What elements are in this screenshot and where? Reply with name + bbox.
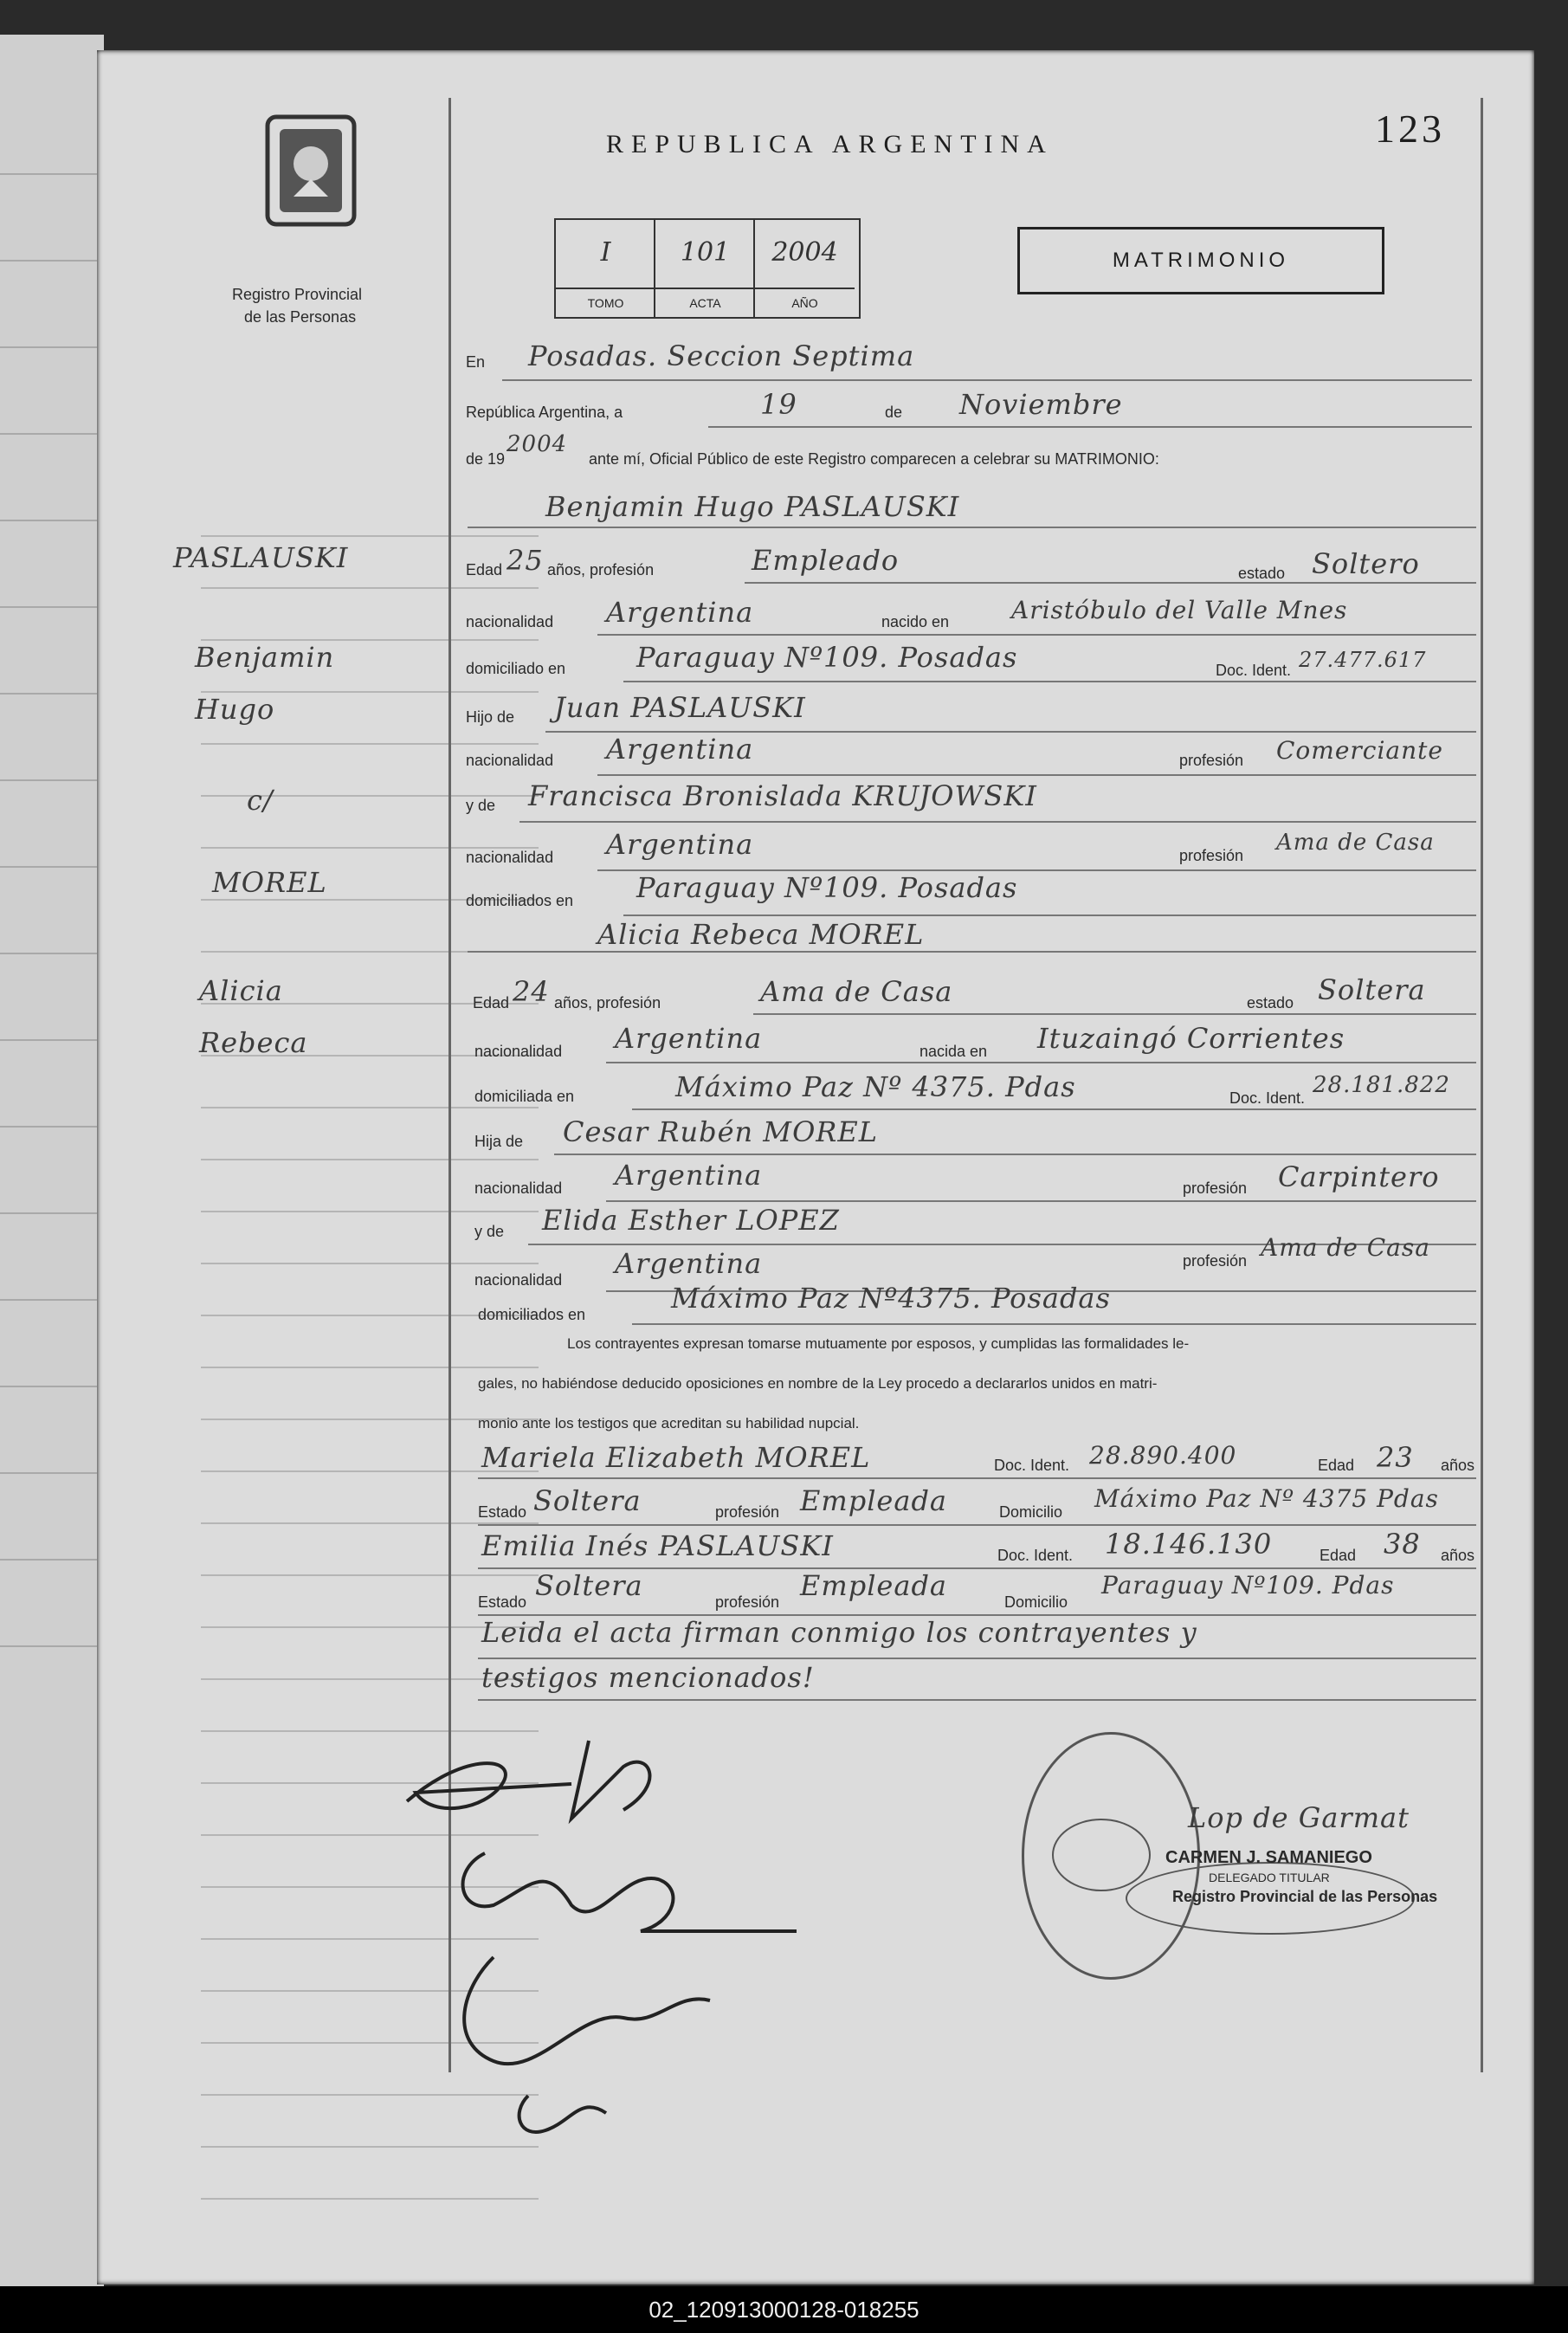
label-edad-w: Edad	[1318, 1457, 1355, 1474]
acta-label: ACTA	[655, 288, 755, 317]
label-estado-w: Estado	[478, 1593, 527, 1611]
registry-name-line1: Registro Provincial	[232, 286, 363, 303]
label-anos-profesion: años, profesión	[554, 994, 661, 1011]
groom-father-profession: Comerciante	[1276, 736, 1443, 765]
label-profesion: profesión	[1183, 1179, 1248, 1197]
label-y-de: y de	[474, 1223, 505, 1240]
body-text-2: gales, no habiéndose deducido oposiciones en nombre de la Ley procedo a declararlos unidos en matri-	[478, 1375, 1158, 1392]
right-border	[1481, 98, 1483, 2072]
year: 2004	[507, 431, 568, 457]
groom-parents-domicile: Paraguay Nº109. Posadas	[636, 871, 1018, 904]
label-domiciliados-en: domiciliados en	[466, 892, 574, 909]
body-text-1: Los contrayentes expresan tomarse mutuamente por esposos, y cumplidas las formalidades le-	[567, 1335, 1190, 1352]
label-nacionalidad: nacionalidad	[474, 1179, 563, 1197]
label-domiciliados-en: domiciliados en	[478, 1306, 586, 1323]
label-anos-profesion: años, profesión	[547, 561, 655, 578]
closing-line2: testigos mencionados!	[481, 1661, 815, 1694]
day: 19	[760, 388, 797, 421]
label-domiciliado-en: domiciliado en	[466, 660, 566, 677]
label-y-de: y de	[466, 797, 496, 814]
seal-emblem-icon	[1052, 1819, 1151, 1891]
document-type-box	[1017, 227, 1384, 294]
acta-value: 101	[680, 237, 731, 268]
bride-father-profession: Carpintero	[1278, 1160, 1440, 1193]
witness1-age: 23	[1377, 1441, 1414, 1474]
bride-age: 24	[513, 975, 550, 1008]
image-id-footer	[0, 2286, 1568, 2333]
groom-father-nationality: Argentina	[606, 733, 754, 766]
groom-profession: Empleado	[752, 544, 900, 577]
witness2-doc: 18.146.130	[1105, 1528, 1273, 1561]
bride-domicile: Máximo Paz Nº 4375. Pdas	[675, 1070, 1076, 1103]
label-nacionalidad: nacionalidad	[474, 1271, 563, 1289]
provincial-coat-of-arms-icon	[262, 110, 359, 231]
month: Noviembre	[959, 388, 1123, 421]
closing-line1: Leida el acta firman conmigo los contrayentes y	[481, 1616, 1197, 1649]
label-nacionalidad: nacionalidad	[466, 752, 554, 769]
groom-age: 25	[507, 544, 544, 577]
label-hijo-de: Hijo de	[466, 708, 515, 726]
margin-given3: Alicia	[199, 974, 283, 1007]
record-number-box	[554, 218, 861, 319]
tomo-value: I	[600, 237, 611, 268]
bride-father: Cesar Rubén MOREL	[563, 1115, 878, 1148]
label-doc-ident: Doc. Ident.	[1216, 662, 1292, 679]
bride-profession: Ama de Casa	[760, 975, 953, 1008]
label-edad-w: Edad	[1320, 1547, 1357, 1564]
document-type: MATRIMONIO	[1112, 249, 1290, 272]
label-republica: República Argentina, a	[466, 404, 623, 421]
margin-surname: PASLAUSKI	[173, 541, 349, 574]
place: Posadas. Seccion Septima	[528, 339, 915, 372]
witness1-doc: 28.890.400	[1089, 1441, 1237, 1470]
ano-value: 2004	[771, 237, 838, 268]
groom-mother: Francisca Bronislada KRUJOWSKI	[528, 779, 1037, 812]
label-de-month: de	[885, 404, 903, 421]
bride-mother: Elida Esther LOPEZ	[542, 1204, 840, 1237]
bride-name: Alicia Rebeca MOREL	[597, 918, 925, 951]
official-org: Registro Provincial de las Personas	[1172, 1888, 1438, 1905]
label-anos: años	[1441, 1457, 1475, 1474]
label-domicilio: Domicilio	[999, 1503, 1063, 1521]
witness2-state: Soltera	[535, 1569, 643, 1602]
facing-page-edge	[0, 35, 104, 2286]
groom-mother-nationality: Argentina	[606, 828, 754, 861]
witness1-name: Mariela Elizabeth MOREL	[481, 1441, 871, 1474]
margin-given4: Rebeca	[199, 1026, 308, 1059]
bride-mother-nationality: Argentina	[615, 1247, 763, 1280]
footer-id: 02_120913000128-018255	[648, 2297, 920, 2323]
registry-name-line2: de las Personas	[244, 308, 357, 326]
page-number: 123	[1375, 107, 1445, 151]
label-profesion-w: profesión	[715, 1503, 780, 1521]
label-nacido-en: nacido en	[881, 613, 950, 630]
label-nacionalidad: nacionalidad	[466, 849, 554, 866]
bride-state: Soltera	[1318, 973, 1426, 1006]
bride-mother-profession: Ama de Casa	[1261, 1233, 1430, 1262]
witness1-profession: Empleada	[800, 1484, 947, 1517]
bride-nationality: Argentina	[615, 1022, 763, 1055]
label-doc-ident: Doc. Ident.	[1229, 1089, 1306, 1107]
label-profesion: profesión	[1179, 752, 1244, 769]
witness1-domicile: Máximo Paz Nº 4375 Pdas	[1094, 1484, 1439, 1513]
label-estado: estado	[1238, 565, 1286, 582]
label-profesion: profesión	[1183, 1252, 1248, 1270]
label-profesion: profesión	[1179, 847, 1244, 864]
margin-surname2: MOREL	[212, 866, 327, 899]
body-text-3: monio ante los testigos que acreditan su habilidad nupcial.	[478, 1415, 860, 1431]
label-hija-de: Hija de	[474, 1133, 524, 1150]
margin-conj: c/	[247, 784, 274, 817]
label-edad: Edad	[473, 994, 510, 1011]
groom-state: Soltero	[1312, 547, 1420, 580]
witness1-state: Soltera	[533, 1484, 642, 1517]
official-role: DELEGADO TITULAR	[1209, 1871, 1330, 1884]
label-anos: años	[1441, 1547, 1475, 1564]
country-title: REPUBLICA ARGENTINA	[606, 130, 1054, 158]
label-estado-w: Estado	[478, 1503, 527, 1521]
tomo-label: TOMO	[556, 288, 655, 317]
contracting-party-signatures	[398, 1732, 797, 2148]
bride-birthplace: Ituzaingó Corrientes	[1037, 1022, 1345, 1055]
label-ante: ante mí, Oficial Público de este Registro comparecen a celebrar su MATRIMONIO:	[589, 450, 1159, 468]
witness2-name: Emilia Inés PASLAUSKI	[481, 1529, 834, 1562]
bride-doc: 28.181.822	[1313, 1072, 1450, 1098]
groom-doc: 27.477.617	[1299, 648, 1427, 672]
label-domiciliada-en: domiciliada en	[474, 1088, 575, 1105]
witness2-domicile: Paraguay Nº109. Pdas	[1101, 1571, 1395, 1599]
label-nacionalidad: nacionalidad	[474, 1043, 563, 1060]
bride-parents-domicile: Máximo Paz Nº4375. Posadas	[671, 1282, 1111, 1315]
label-domicilio: Domicilio	[1004, 1593, 1068, 1611]
official-name: CARMEN J. SAMANIEGO	[1165, 1848, 1372, 1867]
groom-mother-profession: Ama de Casa	[1276, 830, 1435, 856]
label-estado: estado	[1247, 994, 1294, 1011]
margin-given2: Hugo	[195, 693, 275, 726]
label-doc-ident: Doc. Ident.	[994, 1457, 1070, 1474]
groom-birthplace: Aristóbulo del Valle Mnes	[1011, 596, 1348, 624]
groom-name: Benjamin Hugo PASLAUSKI	[545, 490, 960, 523]
official-signature: Lop de Garmat	[1188, 1801, 1410, 1834]
bride-father-nationality: Argentina	[615, 1159, 763, 1192]
label-edad: Edad	[466, 561, 503, 578]
label-nacionalidad: nacionalidad	[466, 613, 554, 630]
label-nacida-en: nacida en	[920, 1043, 988, 1060]
groom-father: Juan PASLAUSKI	[554, 691, 806, 724]
groom-domicile: Paraguay Nº109. Posadas	[636, 641, 1018, 674]
label-doc-ident: Doc. Ident.	[997, 1547, 1074, 1564]
label-en: En	[466, 353, 486, 371]
margin-given1: Benjamin	[195, 641, 335, 674]
witness2-age: 38	[1384, 1528, 1421, 1561]
groom-nationality: Argentina	[606, 596, 754, 629]
label-profesion-w: profesión	[715, 1593, 780, 1611]
ano-label: AÑO	[755, 288, 855, 317]
label-de19: de 19	[466, 450, 506, 468]
witness2-profession: Empleada	[800, 1569, 947, 1602]
